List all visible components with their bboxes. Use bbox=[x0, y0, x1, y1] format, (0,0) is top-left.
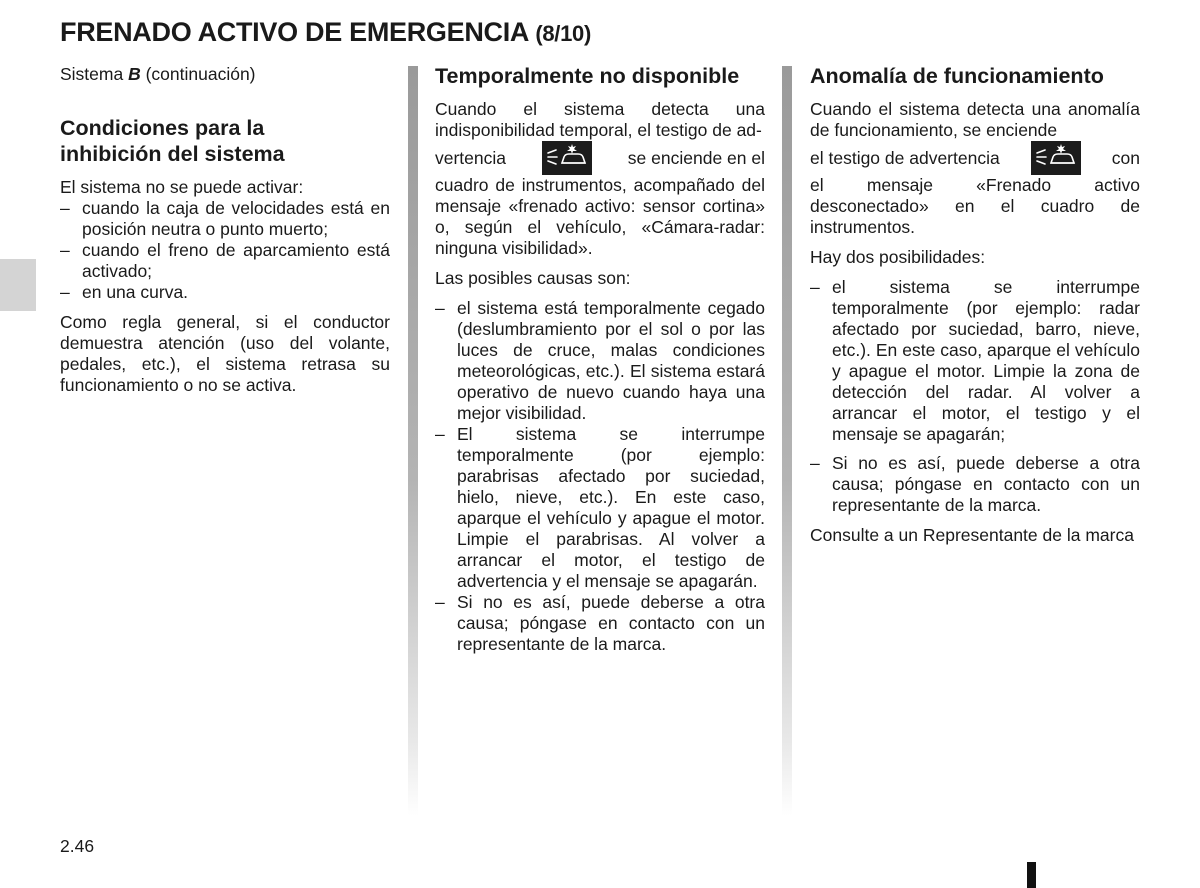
list-item: – el sistema está temporalmente cegado (deslumbramiento por el sol o por las luces de cruce, malas condiciones meteorológicas, etc.). El sistema estará operativo de nuevo cuando haya una mejor visibilidad. bbox=[435, 298, 765, 424]
column-right bbox=[810, 63, 1140, 555]
general-rule-paragraph: Como regla general, si el conductor demuestra atención (uso del volante, pedales, etc.), el sistema retrasa su funcionamiento o no se activa. bbox=[60, 312, 390, 395]
list-item: – Si no es así, puede deberse a otra causa; póngase en contacto con un representante de la marca. bbox=[435, 592, 765, 655]
possibilities-list bbox=[810, 277, 1140, 516]
causes-lead: Las posibles causas son: bbox=[435, 268, 631, 288]
column-left bbox=[60, 64, 390, 405]
page-number: 2.46 bbox=[60, 836, 95, 856]
title-text: FRENADO ACTIVO DE EMERGENCIA bbox=[60, 17, 529, 47]
page-title bbox=[60, 17, 591, 48]
unavailable-paragraph-rest: cuadro de instrumentos, acompañado del mensaje «frenado activo: sensor cortina» o, según el vehículo, «Cámara-radar: ninguna visibilidad». bbox=[435, 175, 765, 258]
column-middle bbox=[435, 63, 765, 664]
possibilities-lead: Hay dos posibilidades: bbox=[810, 247, 986, 267]
causes-list bbox=[435, 298, 765, 655]
inhibition-lead: El sistema no se puede activar: bbox=[60, 177, 304, 197]
icon-line: vertencia se enciende en el bbox=[435, 141, 765, 175]
malfunction-heading: Anomalía de funcionamiento bbox=[810, 64, 1104, 88]
malfunction-paragraph-rest: el mensaje «Frenado activo desconectado» en el cuadro de instrumentos. bbox=[810, 175, 1140, 237]
list-item: – Si no es así, puede deberse a otra causa; póngase en contacto con un representante de la marca. bbox=[810, 453, 1140, 516]
list-item: – cuando la caja de velocidades está en posición neutra o punto muerto; bbox=[60, 198, 390, 240]
corner-mark bbox=[1027, 862, 1036, 888]
list-item: – cuando el freno de aparcamiento está activado; bbox=[60, 240, 390, 282]
active-braking-warning-icon bbox=[542, 141, 592, 175]
unavailable-paragraph-start: Cuando el sistema detecta una indisponibilidad temporal, el testigo de ad- bbox=[435, 99, 765, 140]
inhibition-heading: Condiciones para la inhibición del sistema bbox=[60, 116, 285, 166]
icon-line: el testigo de advertencia con bbox=[810, 141, 1140, 175]
column-divider-1 bbox=[408, 66, 418, 816]
temporarily-unavailable-heading: Temporalmente no disponible bbox=[435, 64, 740, 88]
column-divider-2 bbox=[782, 66, 792, 816]
list-item: – en una curva. bbox=[60, 282, 390, 303]
malfunction-paragraph-start: Cuando el sistema detecta una anomalía de funcionamiento, se enciende bbox=[810, 99, 1140, 140]
list-item: – el sistema se interrumpe temporalmente (por ejemplo: radar afectado por suciedad, barro, nieve, etc.). En este caso, aparque el vehículo y apague el motor. Limpie la zona de detección del radar. Al volver a arrancar el motor, el testigo y el mensaje se apagarán; bbox=[810, 277, 1140, 445]
list-item: – El sistema se interrumpe temporalmente (por ejemplo: parabrisas afectado por suciedad, hielo, nieve, etc.). En este caso, aparque el vehículo y apague el motor. Limpie el parabrisas. Al volver a arrancar el motor, el testigo de advertencia y el mensaje se apagarán. bbox=[435, 424, 765, 592]
active-braking-warning-icon bbox=[1031, 141, 1081, 175]
inhibition-list bbox=[60, 198, 390, 303]
title-part: (8/10) bbox=[535, 21, 591, 46]
system-intro: Sistema B (continuación) bbox=[60, 64, 256, 84]
system-letter: B bbox=[128, 64, 141, 84]
consult-paragraph: Consulte a un Representante de la marca bbox=[810, 525, 1134, 545]
chapter-side-tab bbox=[0, 259, 36, 311]
